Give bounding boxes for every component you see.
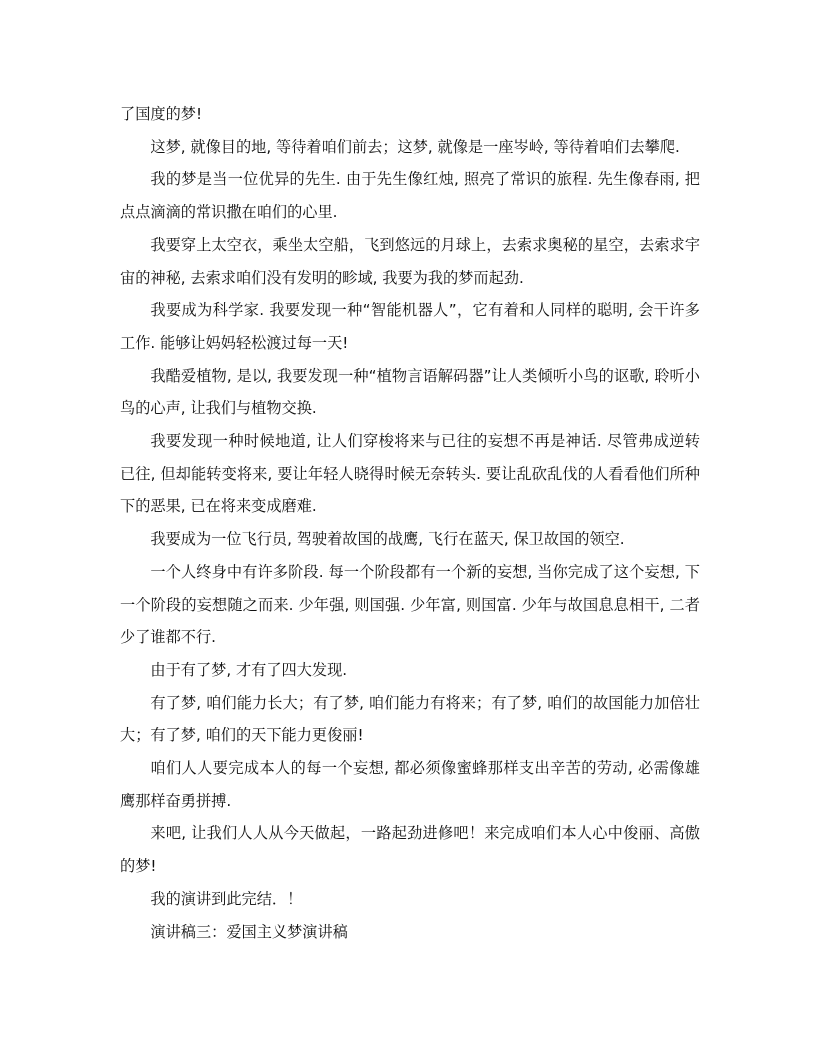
paragraph: 我的梦是当一位优异的先生. 由于先生像红烛, 照亮了常识的旅程. 先生像春雨, 把点点滴滴的常识撒在咱们的心里. — [120, 170, 700, 222]
paragraph: 一个人终身中有许多阶段. 每一个阶段都有一个新的妄想, 当你完成了这个妄想, 下一个阶段的妄想随之而来. 少年强, 则国强. 少年富, 则国富. 少年与故国息息相干, 二者少了谁都不行. — [120, 562, 700, 647]
paragraph: 我要成为科学家. 我要发现一种“智能机器人”，它有着和人同样的聪明, 会干许多工作. 能够让妈妈轻松渡过每一天! — [120, 301, 700, 352]
paragraph: 我要成为一位飞行员, 驾驶着故国的战鹰, 飞行在蓝天, 保卫故国的领空. — [150, 530, 625, 549]
paragraph: 我要发现一种时候地道, 让人们穿梭将来与已往的妄想不再是神话. 尽管弗成逆转已往, 但却能转变将来, 要让年轻人晓得时候无奈转头. 要让乱砍乱伐的人看看他们所种下的恶果, 已在将来变成磨难. — [120, 432, 700, 516]
paragraph: 来吧, 让我们人人从今天做起，一路起劲进修吧！来完成咱们本人心中俊丽、高傲的梦! — [120, 824, 700, 876]
paragraph-continuation: 了国度的梦! — [120, 105, 203, 123]
paragraph: 咱们人人要完成本人的每一个妄想, 都必须像蜜蜂那样支出辛苦的劳动, 必需像雄鹰那样奋勇拼搏. — [120, 759, 700, 810]
paragraph: 我酷爱植物, 是以, 我要发现一种“植物言语解码器”让人类倾听小鸟的讴歌, 聆听小鸟的心声, 让我们与植物交换. — [120, 366, 700, 418]
paragraph: 这梦, 就像目的地, 等待着咱们前去；这梦, 就像是一座岑岭, 等待着咱们去攀爬. — [150, 137, 680, 156]
section-heading: 演讲稿三：爱国主义梦演讲稿 — [150, 922, 348, 941]
paragraph: 有了梦, 咱们能力长大；有了梦, 咱们能力有将来；有了梦, 咱们的故国能力加倍壮大；有了梦, 咱们的天下能力更俊丽! — [120, 693, 700, 745]
document-body — [120, 98, 700, 948]
paragraph: 我要穿上太空衣，乘坐太空船，飞到悠远的月球上，去索求奥秘的星空，去索求宇宙的神秘, 去索求咱们没有发明的畛域, 我要为我的梦而起劲. — [120, 235, 700, 287]
paragraph: 我的演讲到此完结．！ — [150, 889, 303, 908]
paragraph: 由于有了梦, 才有了四大发现. — [150, 660, 348, 679]
